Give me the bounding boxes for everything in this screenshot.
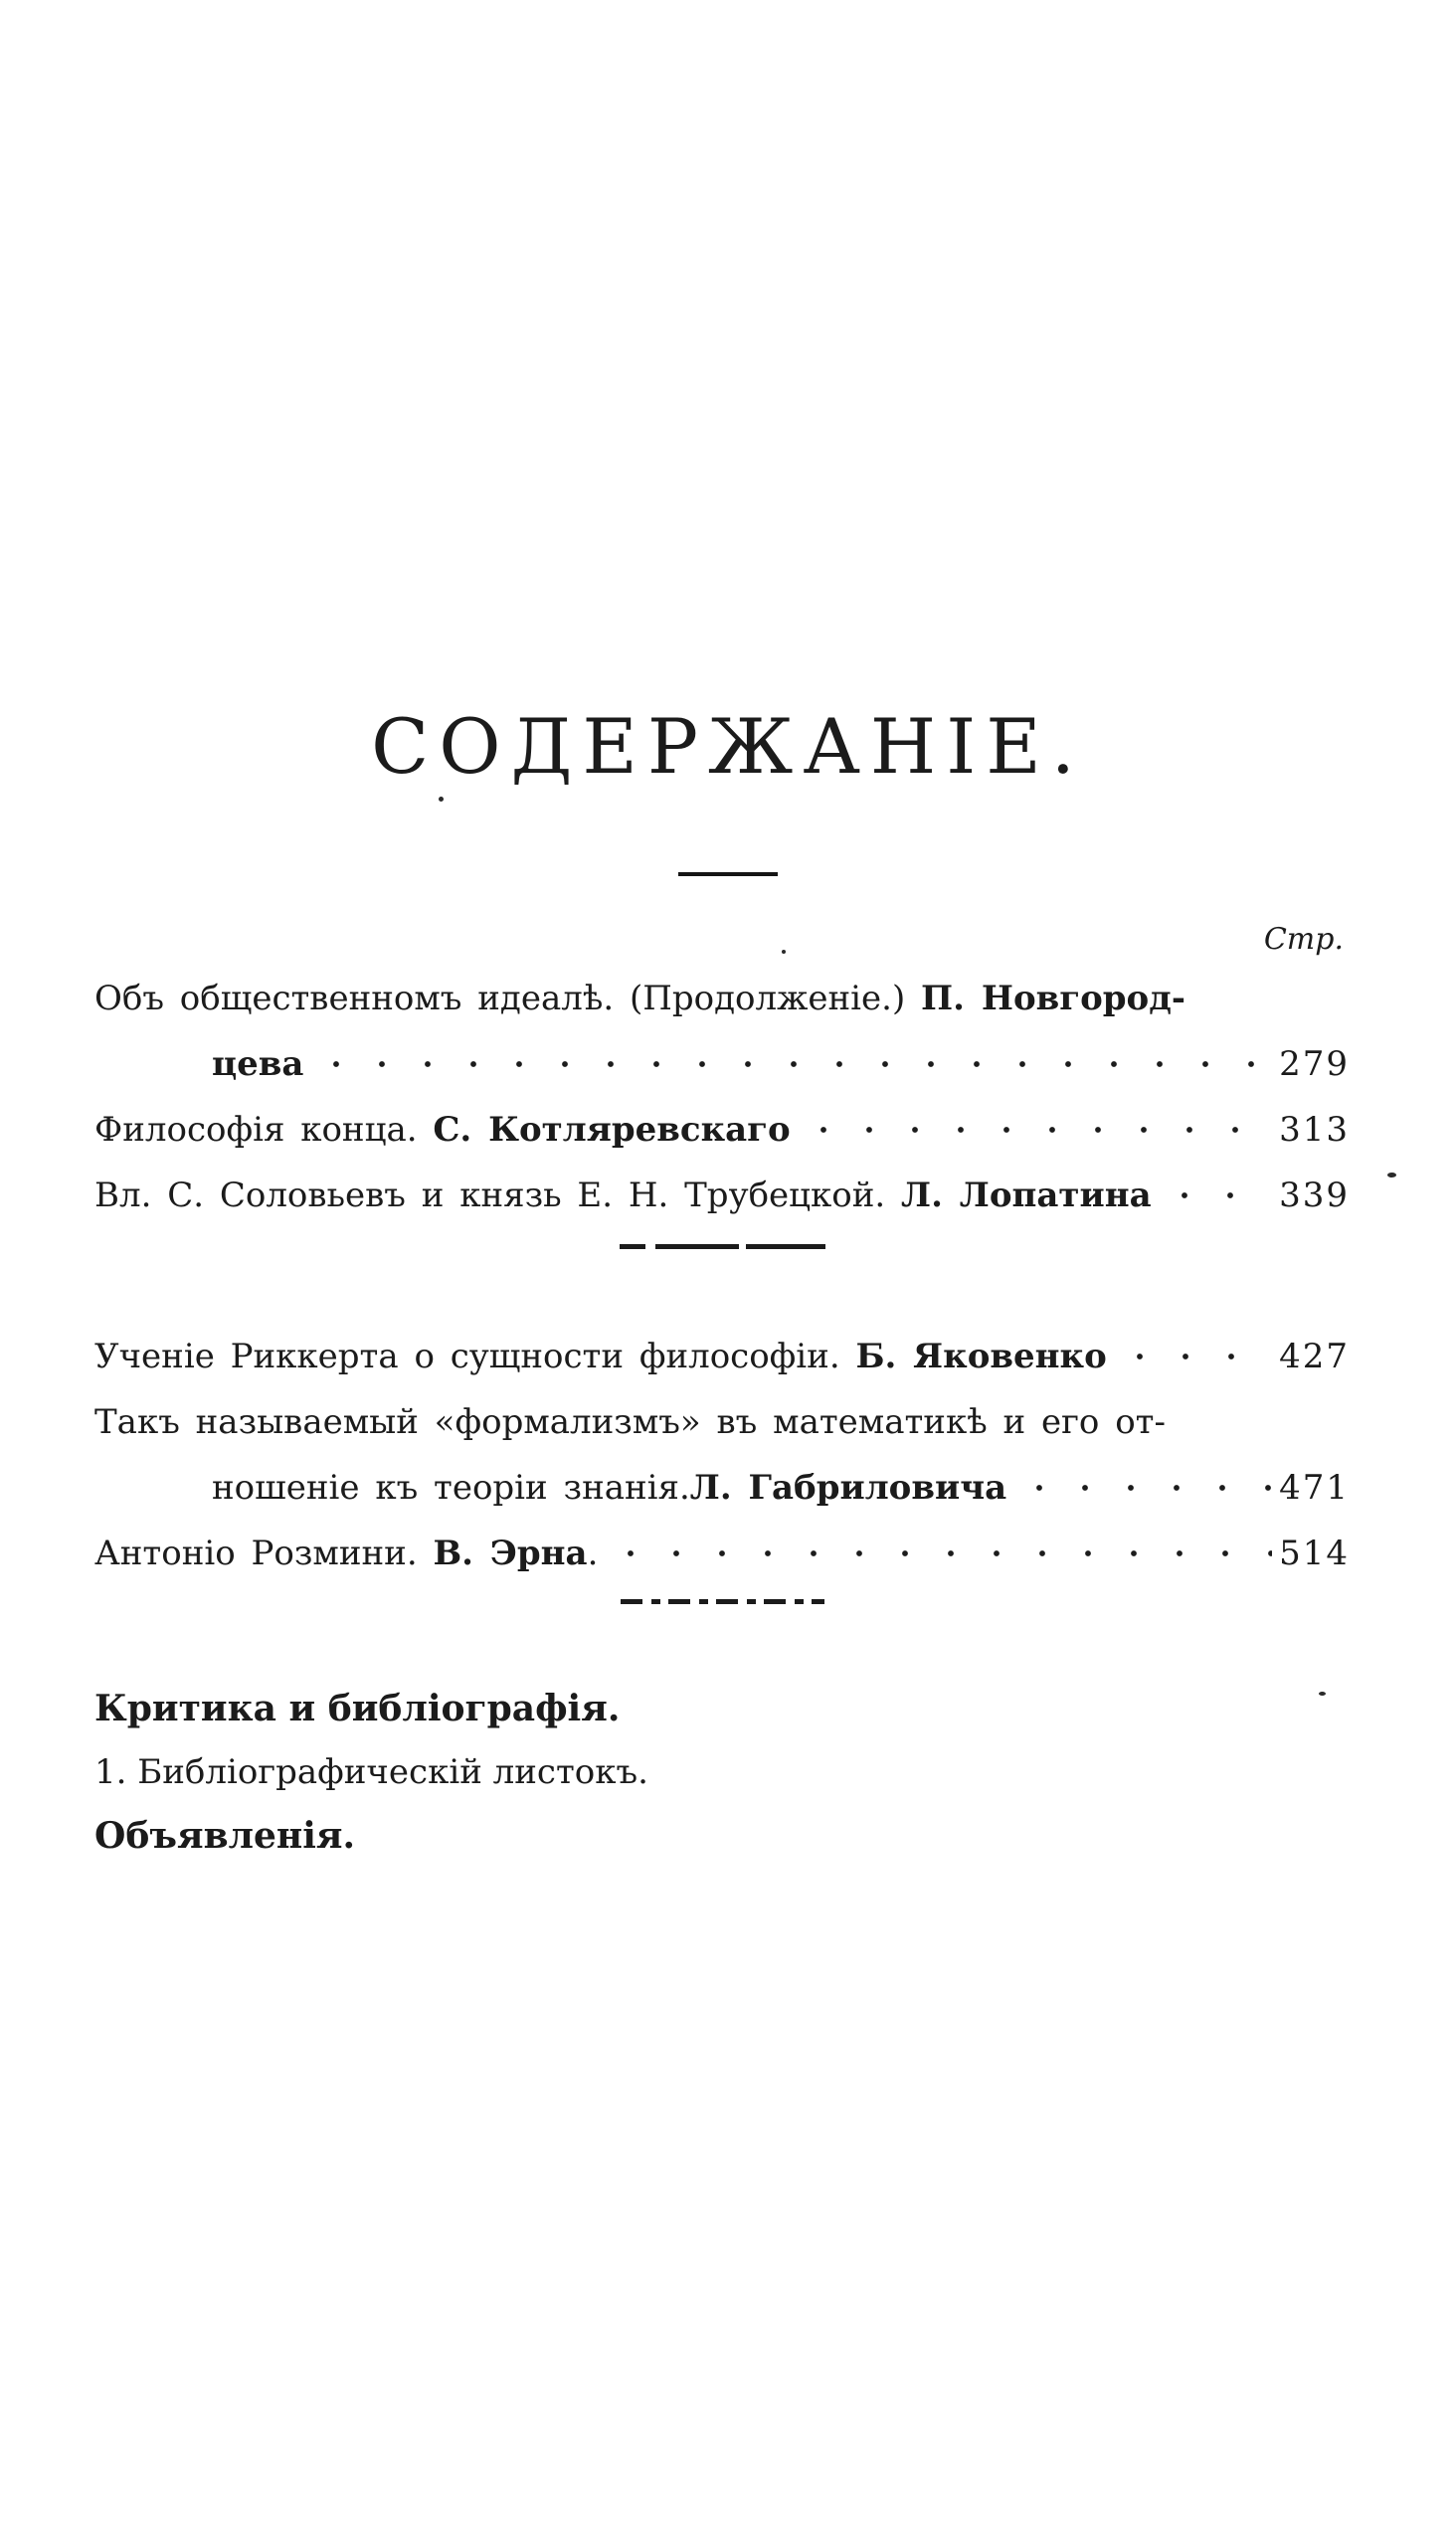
page-number: 514 xyxy=(1279,1534,1350,1573)
title-divider-rule xyxy=(678,872,778,876)
entry-title: Философія конца. xyxy=(94,1110,434,1150)
page-number: 427 xyxy=(1279,1337,1350,1376)
dot-leader xyxy=(1117,1324,1272,1389)
entry-text-continued: ношеніе къ теоріи знанія. xyxy=(212,1468,690,1508)
scan-speck xyxy=(1319,1692,1326,1696)
entry-author: П. Новгород- xyxy=(921,979,1185,1018)
entry-text xyxy=(94,1097,791,1163)
dot-leader xyxy=(1016,1455,1272,1521)
dot-leader xyxy=(313,1031,1272,1097)
entry-text xyxy=(94,1324,1107,1389)
entry-author: Б. Яковенко xyxy=(855,1337,1107,1376)
dot-leader xyxy=(608,1521,1272,1586)
entry-title: Объ общественномъ идеалѣ. (Продолженіе.) xyxy=(94,979,922,1018)
entry-continuation-line xyxy=(94,1455,1350,1521)
criticism-heading: Критика и библіографія. xyxy=(94,1688,621,1729)
scan-speck xyxy=(439,797,444,802)
page-column-header: Стр. xyxy=(1263,922,1344,957)
dot-leader xyxy=(1162,1163,1272,1228)
section-divider-rule xyxy=(620,1244,825,1249)
entry-text xyxy=(94,1163,1152,1228)
section-divider-rule xyxy=(621,1599,824,1604)
table-of-contents xyxy=(94,966,1350,1604)
toc-entry xyxy=(94,1389,1350,1521)
bibliography-item: 1. Библіографическій листокъ. xyxy=(94,1752,648,1792)
toc-entry xyxy=(94,1163,1350,1228)
page-number: 279 xyxy=(1279,1044,1350,1084)
toc-entry xyxy=(94,1324,1350,1389)
entry-text xyxy=(94,966,1350,1031)
entry-suffix: . xyxy=(587,1534,599,1573)
page-number: 313 xyxy=(1279,1110,1350,1150)
toc-entry xyxy=(94,1097,1350,1163)
entry-author: С. Котляревскаго xyxy=(433,1110,791,1150)
scan-speck xyxy=(782,950,786,954)
bottom-sections xyxy=(94,1677,1350,1868)
toc-entry xyxy=(94,1521,1350,1586)
page-title: СОДЕРЖАНІЕ. xyxy=(371,702,1085,791)
page-number: 339 xyxy=(1279,1176,1350,1215)
dot-leader xyxy=(801,1097,1272,1163)
ads-heading: Объявленія. xyxy=(94,1815,356,1857)
entry-author: В. Эрна xyxy=(433,1534,588,1573)
entry-text: Такъ называемый «формализмъ» въ математикѣ и его от- xyxy=(94,1402,1166,1442)
entry-title: Ученіе Риккерта о сущности философіи. xyxy=(94,1337,856,1376)
entry-author-continued: цева xyxy=(212,1044,304,1084)
scan-speck xyxy=(1387,1173,1396,1177)
entry-text xyxy=(94,1521,598,1586)
entry-author: Л. Лопатина xyxy=(901,1176,1152,1215)
entry-continuation-line xyxy=(94,1031,1350,1097)
toc-group xyxy=(94,1324,1350,1586)
entry-title: Антоніо Розмини. xyxy=(94,1534,434,1573)
page-number: 471 xyxy=(1279,1468,1350,1508)
entry-author: Л. Габриловича xyxy=(689,1468,1007,1508)
entry-title: Вл. С. Соловьевъ и князь Е. Н. Трубецкой. xyxy=(94,1176,902,1215)
toc-entry xyxy=(94,966,1350,1097)
